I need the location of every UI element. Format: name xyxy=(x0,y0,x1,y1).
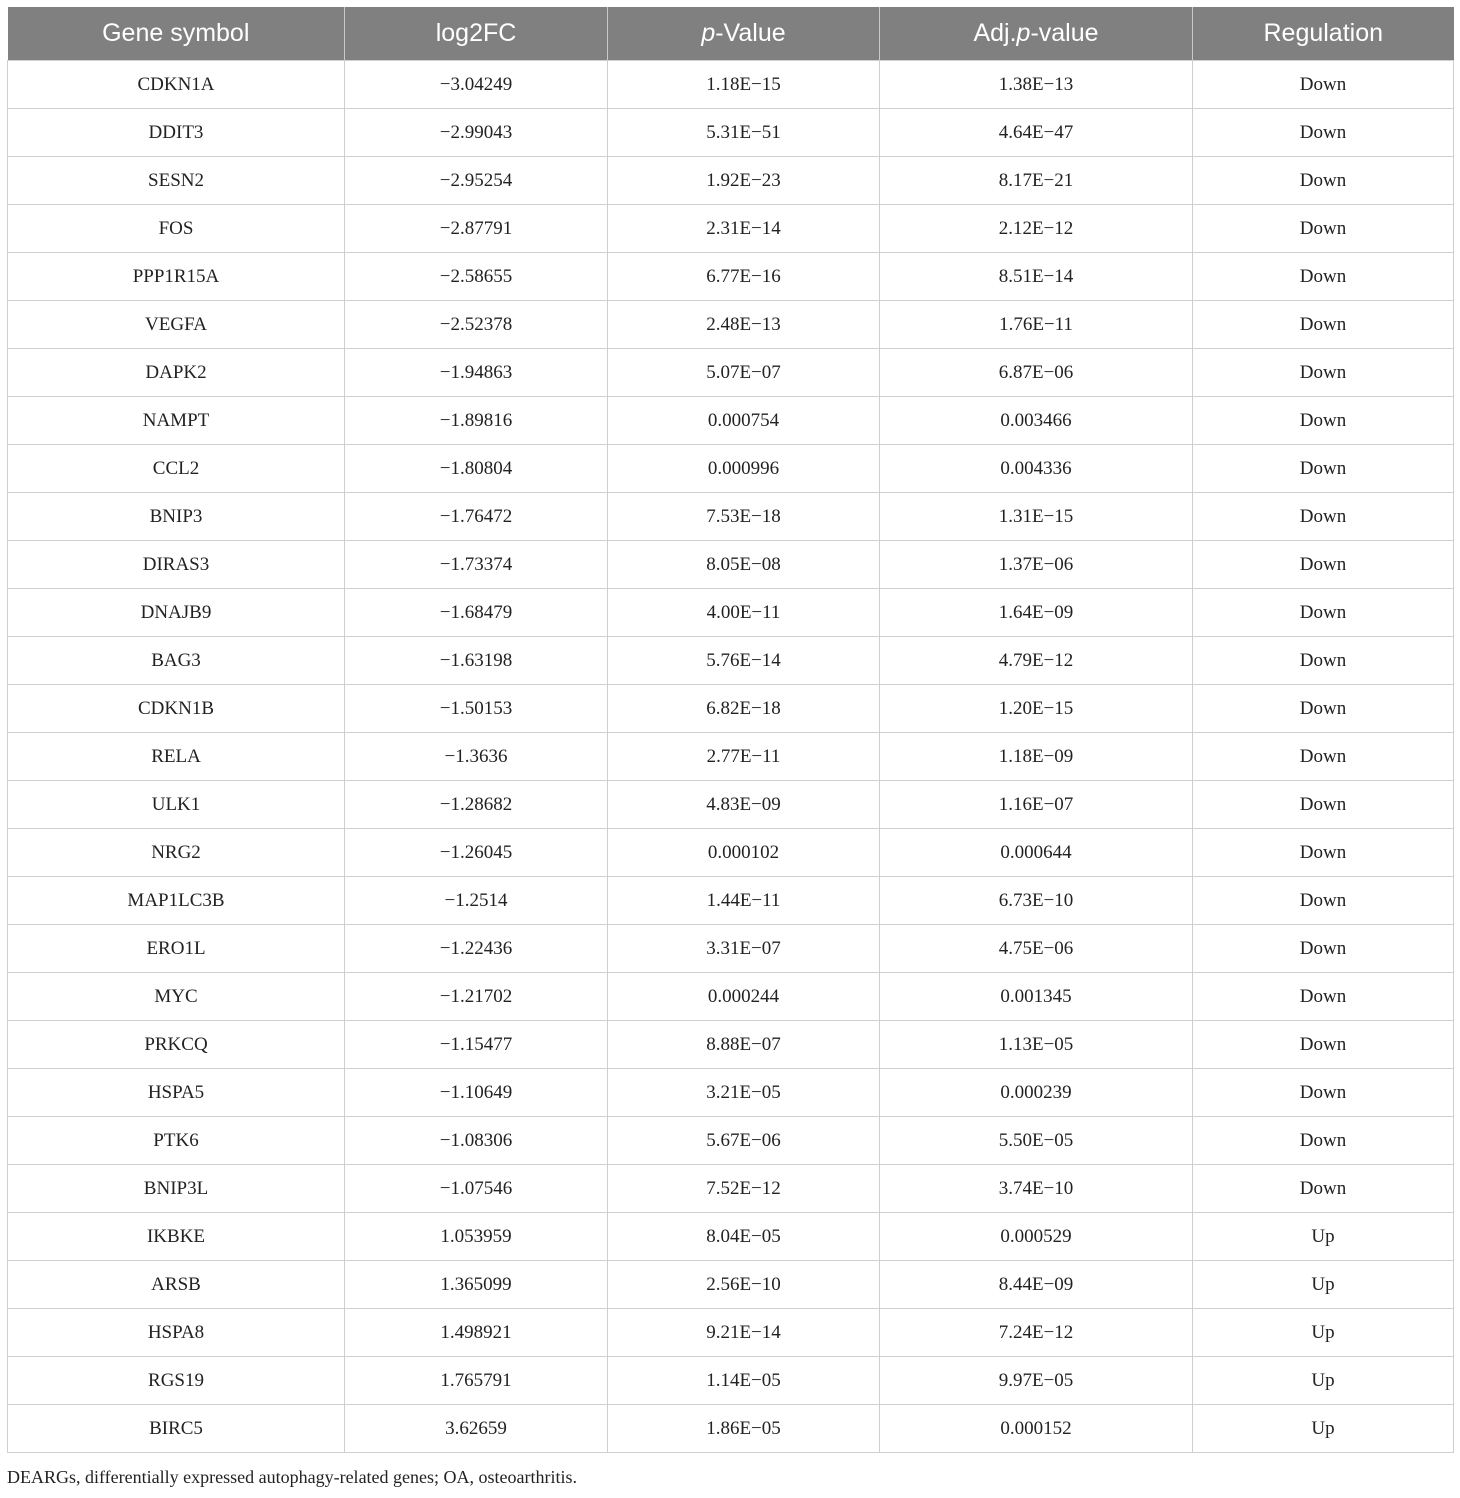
header-text: Regulation xyxy=(1263,19,1384,47)
cell-adj-p-value: 1.64E−09 xyxy=(880,589,1193,637)
cell-adj-p-value: 0.003466 xyxy=(880,397,1193,445)
cell-log2fc: 1.498921 xyxy=(345,1309,608,1357)
cell-adj-p-value: 8.51E−14 xyxy=(880,253,1193,301)
cell-p-value: 5.31E−51 xyxy=(608,109,880,157)
cell-log2fc: −1.89816 xyxy=(345,397,608,445)
table-row xyxy=(8,1405,1454,1453)
cell-p-value: 2.56E−10 xyxy=(608,1261,880,1309)
table-row xyxy=(8,1261,1454,1309)
cell-p-value: 1.18E−15 xyxy=(608,61,880,109)
table-row xyxy=(8,589,1454,637)
cell-adj-p-value: 1.20E−15 xyxy=(880,685,1193,733)
cell-log2fc: −1.21702 xyxy=(345,973,608,1021)
cell-adj-p-value: 1.18E−09 xyxy=(880,733,1193,781)
table-row xyxy=(8,1069,1454,1117)
table-row xyxy=(8,829,1454,877)
cell-p-value: 8.05E−08 xyxy=(608,541,880,589)
cell-regulation: Down xyxy=(1193,1069,1454,1117)
cell-log2fc: −1.73374 xyxy=(345,541,608,589)
cell-regulation: Down xyxy=(1193,349,1454,397)
cell-p-value: 1.92E−23 xyxy=(608,157,880,205)
cell-log2fc: 3.62659 xyxy=(345,1405,608,1453)
cell-regulation: Down xyxy=(1193,637,1454,685)
cell-gene-symbol: FOS xyxy=(8,205,345,253)
table-row xyxy=(8,205,1454,253)
cell-p-value: 2.77E−11 xyxy=(608,733,880,781)
cell-p-value: 0.000244 xyxy=(608,973,880,1021)
cell-regulation: Down xyxy=(1193,589,1454,637)
cell-adj-p-value: 4.64E−47 xyxy=(880,109,1193,157)
cell-adj-p-value: 0.000644 xyxy=(880,829,1193,877)
cell-p-value: 6.77E−16 xyxy=(608,253,880,301)
cell-log2fc: −1.76472 xyxy=(345,493,608,541)
cell-p-value: 1.14E−05 xyxy=(608,1357,880,1405)
cell-log2fc: 1.765791 xyxy=(345,1357,608,1405)
header-text-suffix: -value xyxy=(1030,19,1099,47)
cell-regulation: Down xyxy=(1193,685,1454,733)
cell-regulation: Down xyxy=(1193,445,1454,493)
cell-gene-symbol: HSPA8 xyxy=(8,1309,345,1357)
cell-gene-symbol: VEGFA xyxy=(8,301,345,349)
cell-regulation: Down xyxy=(1193,541,1454,589)
cell-p-value: 4.83E−09 xyxy=(608,781,880,829)
cell-log2fc: −1.15477 xyxy=(345,1021,608,1069)
header-text: Adj. xyxy=(973,19,1017,47)
cell-adj-p-value: 2.12E−12 xyxy=(880,205,1193,253)
cell-regulation: Up xyxy=(1193,1261,1454,1309)
cell-regulation: Down xyxy=(1193,301,1454,349)
cell-regulation: Down xyxy=(1193,1165,1454,1213)
cell-gene-symbol: CCL2 xyxy=(8,445,345,493)
cell-p-value: 7.53E−18 xyxy=(608,493,880,541)
table-row xyxy=(8,685,1454,733)
cell-log2fc: −1.2514 xyxy=(345,877,608,925)
cell-gene-symbol: ERO1L xyxy=(8,925,345,973)
cell-regulation: Down xyxy=(1193,973,1454,1021)
cell-log2fc: −1.22436 xyxy=(345,925,608,973)
cell-regulation: Down xyxy=(1193,397,1454,445)
cell-regulation: Up xyxy=(1193,1405,1454,1453)
header-italic-text: p xyxy=(1016,19,1031,47)
table-row xyxy=(8,397,1454,445)
cell-p-value: 7.52E−12 xyxy=(608,1165,880,1213)
cell-gene-symbol: SESN2 xyxy=(8,157,345,205)
cell-p-value: 2.48E−13 xyxy=(608,301,880,349)
cell-gene-symbol: DDIT3 xyxy=(8,109,345,157)
table-row xyxy=(8,445,1454,493)
cell-p-value: 2.31E−14 xyxy=(608,205,880,253)
cell-adj-p-value: 1.31E−15 xyxy=(880,493,1193,541)
cell-log2fc: −2.58655 xyxy=(345,253,608,301)
table-row xyxy=(8,1117,1454,1165)
cell-log2fc: 1.365099 xyxy=(345,1261,608,1309)
cell-gene-symbol: ARSB xyxy=(8,1261,345,1309)
cell-log2fc: −2.87791 xyxy=(345,205,608,253)
table-row xyxy=(8,541,1454,589)
table-footnote: DEARGs, differentially expressed autophagy-related genes; OA, osteoarthritis. xyxy=(7,1467,578,1487)
cell-adj-p-value: 6.87E−06 xyxy=(880,349,1193,397)
header-gene-symbol xyxy=(8,7,345,61)
cell-log2fc: −1.26045 xyxy=(345,829,608,877)
header-text: log2FC xyxy=(435,19,517,47)
table-row xyxy=(8,1021,1454,1069)
cell-regulation: Up xyxy=(1193,1213,1454,1261)
cell-p-value: 6.82E−18 xyxy=(608,685,880,733)
cell-gene-symbol: DIRAS3 xyxy=(8,541,345,589)
cell-regulation: Down xyxy=(1193,157,1454,205)
cell-adj-p-value: 8.17E−21 xyxy=(880,157,1193,205)
table-row xyxy=(8,781,1454,829)
table-row xyxy=(8,1213,1454,1261)
cell-gene-symbol: NRG2 xyxy=(8,829,345,877)
table-row xyxy=(8,925,1454,973)
header-row xyxy=(8,7,1454,61)
cell-regulation: Up xyxy=(1193,1309,1454,1357)
cell-gene-symbol: BAG3 xyxy=(8,637,345,685)
cell-regulation: Down xyxy=(1193,877,1454,925)
cell-p-value: 1.86E−05 xyxy=(608,1405,880,1453)
cell-regulation: Down xyxy=(1193,493,1454,541)
cell-log2fc: −1.80804 xyxy=(345,445,608,493)
cell-log2fc: −1.07546 xyxy=(345,1165,608,1213)
cell-adj-p-value: 9.97E−05 xyxy=(880,1357,1193,1405)
cell-adj-p-value: 1.38E−13 xyxy=(880,61,1193,109)
cell-gene-symbol: IKBKE xyxy=(8,1213,345,1261)
header-p-value xyxy=(608,7,880,61)
cell-log2fc: −1.3636 xyxy=(345,733,608,781)
cell-gene-symbol: DNAJB9 xyxy=(8,589,345,637)
table-row xyxy=(8,109,1454,157)
cell-gene-symbol: PPP1R15A xyxy=(8,253,345,301)
cell-gene-symbol: NAMPT xyxy=(8,397,345,445)
cell-log2fc: −2.95254 xyxy=(345,157,608,205)
cell-gene-symbol: ULK1 xyxy=(8,781,345,829)
cell-adj-p-value: 0.000239 xyxy=(880,1069,1193,1117)
cell-adj-p-value: 4.79E−12 xyxy=(880,637,1193,685)
cell-gene-symbol: RELA xyxy=(8,733,345,781)
table-row xyxy=(8,1309,1454,1357)
header-regulation xyxy=(1193,7,1454,61)
gene-table-container xyxy=(7,7,1453,1453)
cell-adj-p-value: 1.13E−05 xyxy=(880,1021,1193,1069)
table-row xyxy=(8,301,1454,349)
cell-log2fc: −2.52378 xyxy=(345,301,608,349)
header-adj-p-value xyxy=(880,7,1193,61)
table-row xyxy=(8,61,1454,109)
cell-p-value: 3.21E−05 xyxy=(608,1069,880,1117)
cell-regulation: Down xyxy=(1193,109,1454,157)
cell-gene-symbol: BNIP3 xyxy=(8,493,345,541)
table-row xyxy=(8,733,1454,781)
cell-p-value: 4.00E−11 xyxy=(608,589,880,637)
cell-gene-symbol: BNIP3L xyxy=(8,1165,345,1213)
cell-log2fc: −2.99043 xyxy=(345,109,608,157)
cell-log2fc: −1.08306 xyxy=(345,1117,608,1165)
table-row xyxy=(8,157,1454,205)
cell-adj-p-value: 1.16E−07 xyxy=(880,781,1193,829)
cell-adj-p-value: 0.004336 xyxy=(880,445,1193,493)
cell-p-value: 8.88E−07 xyxy=(608,1021,880,1069)
cell-p-value: 5.67E−06 xyxy=(608,1117,880,1165)
table-row xyxy=(8,253,1454,301)
cell-regulation: Down xyxy=(1193,925,1454,973)
cell-adj-p-value: 8.44E−09 xyxy=(880,1261,1193,1309)
header-text-suffix: -Value xyxy=(715,19,786,47)
cell-p-value: 9.21E−14 xyxy=(608,1309,880,1357)
cell-gene-symbol: DAPK2 xyxy=(8,349,345,397)
cell-regulation: Down xyxy=(1193,1117,1454,1165)
cell-log2fc: −1.28682 xyxy=(345,781,608,829)
cell-p-value: 3.31E−07 xyxy=(608,925,880,973)
cell-p-value: 0.000996 xyxy=(608,445,880,493)
cell-adj-p-value: 5.50E−05 xyxy=(880,1117,1193,1165)
cell-p-value: 0.000102 xyxy=(608,829,880,877)
cell-gene-symbol: PRKCQ xyxy=(8,1021,345,1069)
cell-adj-p-value: 6.73E−10 xyxy=(880,877,1193,925)
cell-adj-p-value: 1.76E−11 xyxy=(880,301,1193,349)
cell-regulation: Up xyxy=(1193,1357,1454,1405)
cell-log2fc: −1.68479 xyxy=(345,589,608,637)
cell-gene-symbol: BIRC5 xyxy=(8,1405,345,1453)
table-header xyxy=(8,7,1454,61)
cell-p-value: 5.07E−07 xyxy=(608,349,880,397)
cell-regulation: Down xyxy=(1193,781,1454,829)
cell-adj-p-value: 4.75E−06 xyxy=(880,925,1193,973)
gene-expression-table xyxy=(7,7,1454,1453)
cell-gene-symbol: MYC xyxy=(8,973,345,1021)
cell-log2fc: −1.63198 xyxy=(345,637,608,685)
cell-p-value: 5.76E−14 xyxy=(608,637,880,685)
table-row xyxy=(8,637,1454,685)
cell-gene-symbol: RGS19 xyxy=(8,1357,345,1405)
cell-gene-symbol: CDKN1A xyxy=(8,61,345,109)
cell-regulation: Down xyxy=(1193,253,1454,301)
cell-log2fc: −3.04249 xyxy=(345,61,608,109)
cell-regulation: Down xyxy=(1193,61,1454,109)
cell-gene-symbol: HSPA5 xyxy=(8,1069,345,1117)
cell-adj-p-value: 7.24E−12 xyxy=(880,1309,1193,1357)
cell-adj-p-value: 0.000529 xyxy=(880,1213,1193,1261)
header-italic-text: p xyxy=(701,19,716,47)
cell-adj-p-value: 1.37E−06 xyxy=(880,541,1193,589)
table-row xyxy=(8,877,1454,925)
cell-p-value: 1.44E−11 xyxy=(608,877,880,925)
table-row xyxy=(8,1165,1454,1213)
cell-log2fc: 1.053959 xyxy=(345,1213,608,1261)
cell-regulation: Down xyxy=(1193,733,1454,781)
cell-gene-symbol: CDKN1B xyxy=(8,685,345,733)
cell-log2fc: −1.10649 xyxy=(345,1069,608,1117)
cell-adj-p-value: 3.74E−10 xyxy=(880,1165,1193,1213)
cell-gene-symbol: PTK6 xyxy=(8,1117,345,1165)
cell-regulation: Down xyxy=(1193,205,1454,253)
table-row xyxy=(8,973,1454,1021)
cell-regulation: Down xyxy=(1193,829,1454,877)
cell-adj-p-value: 0.000152 xyxy=(880,1405,1193,1453)
cell-p-value: 8.04E−05 xyxy=(608,1213,880,1261)
header-log2fc xyxy=(345,7,608,61)
table-row xyxy=(8,1357,1454,1405)
cell-log2fc: −1.50153 xyxy=(345,685,608,733)
table-row xyxy=(8,349,1454,397)
cell-gene-symbol: MAP1LC3B xyxy=(8,877,345,925)
cell-log2fc: −1.94863 xyxy=(345,349,608,397)
cell-adj-p-value: 0.001345 xyxy=(880,973,1193,1021)
cell-p-value: 0.000754 xyxy=(608,397,880,445)
cell-regulation: Down xyxy=(1193,1021,1454,1069)
table-body xyxy=(8,61,1454,1453)
header-text: Gene symbol xyxy=(102,19,250,47)
table-row xyxy=(8,493,1454,541)
